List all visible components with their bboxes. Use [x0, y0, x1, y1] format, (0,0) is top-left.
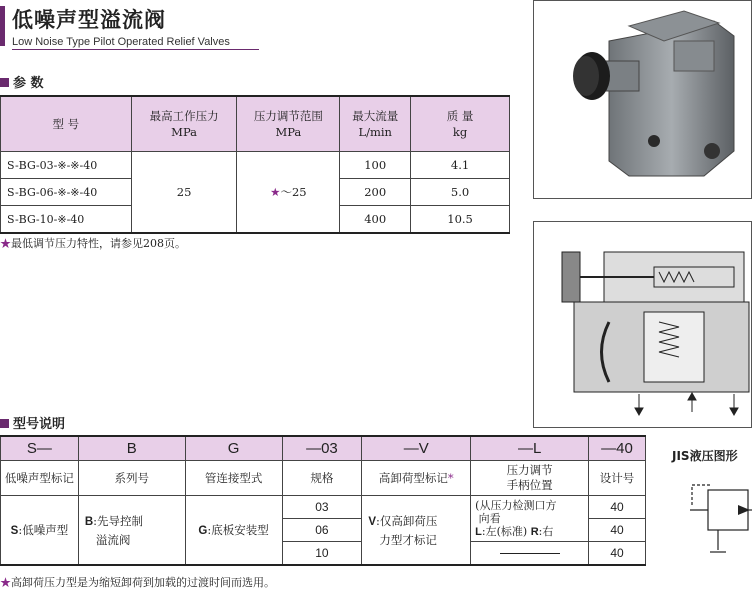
table-row: S-BG-06-※-※-40 200 5.0	[1, 179, 510, 206]
code-g: G	[185, 436, 282, 461]
col-pressure-range: 压力调节范围 MPa	[237, 96, 340, 152]
code-l: —L	[471, 436, 589, 461]
table-row: S-BG-10-※-40 400 10.5	[1, 206, 510, 234]
max-pressure-cell: 25	[131, 152, 237, 234]
valve-photo	[533, 0, 752, 199]
col-model: 型 号	[1, 96, 132, 152]
jis-relief-valve-symbol	[680, 470, 752, 560]
valve-section-drawing	[533, 221, 752, 428]
jis-symbol-title: JIS液压图形	[672, 449, 738, 463]
code-v: —V	[362, 436, 471, 461]
model-code-table: S— B G —03 —V —L —40 低噪声型标记 系列号 管连接型式 规格 高卸荷型标记* 压力调节 手柄位置 设计号 S:低噪声型 B:先导控制 溢流阀 G:底板安装型 03 V:仅高卸荷压 力型才标记 (从压力检测口方 向看 L:左(标准) R:右 40 06 40 10 40	[0, 435, 646, 566]
col-mass: 质 量 kg	[411, 96, 510, 152]
title-bar	[0, 6, 5, 46]
code-size: —03	[282, 436, 362, 461]
params-note: ★最低调节压力特性，请参见208页。	[0, 237, 186, 250]
page-title: 低噪声型溢流阀	[12, 8, 166, 32]
model-heading: 型号说明	[0, 413, 65, 432]
params-table	[0, 95, 510, 234]
square-bullet-icon	[0, 419, 9, 428]
code-s: S—	[1, 436, 79, 461]
table-row: S-BG-03-※-※-40 25 ★～25 100 4.1	[1, 152, 510, 179]
code-b: B	[78, 436, 185, 461]
model-note: ★高卸荷压力型是为缩短卸荷到加载的过渡时间而选用。	[0, 576, 275, 589]
col-max-pressure: 最高工作压力 MPa	[131, 96, 237, 152]
page-subtitle: Low Noise Type Pilot Operated Relief Valves	[12, 36, 230, 48]
square-bullet-icon	[0, 78, 9, 87]
params-heading: 参 数	[0, 72, 44, 91]
col-max-flow: 最大流量 L/min	[340, 96, 411, 152]
pressure-range-cell: ★～25	[237, 152, 340, 234]
subtitle-underline	[12, 49, 259, 50]
code-design: —40	[589, 436, 646, 461]
